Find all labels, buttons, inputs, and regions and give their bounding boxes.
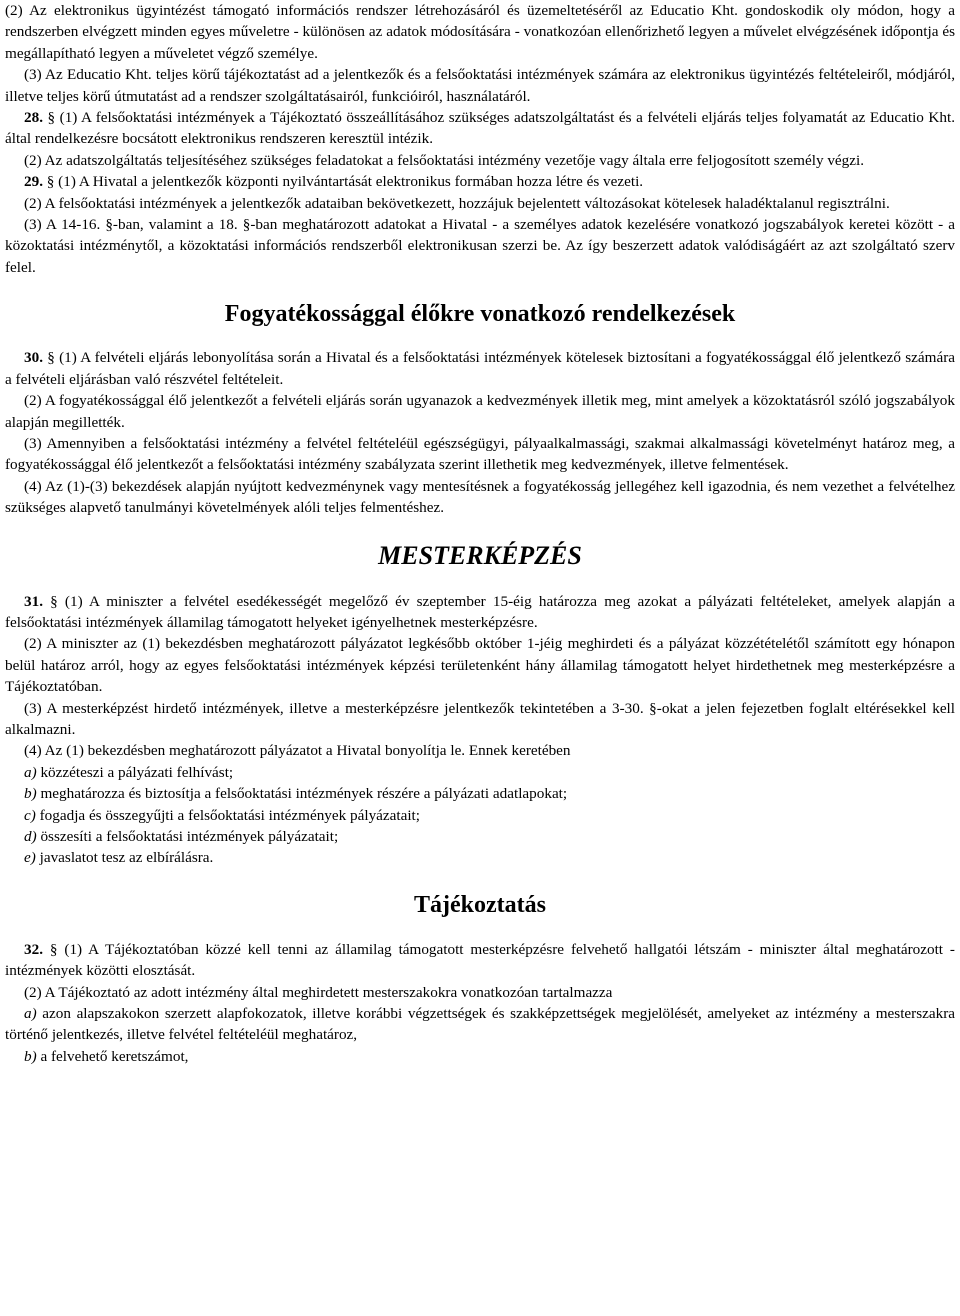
list-item-letter: b): [24, 1047, 37, 1065]
list-item-letter: a): [24, 1005, 37, 1023]
list-item-text: a felvehető keretszámot,: [36, 1047, 189, 1065]
section-29-1-text: § (1) A Hivatal a jelentkezők központi nyilvántartását elektronikus formában hozza létre és vezeti.: [42, 173, 644, 191]
section-29-3: (3) A 14-16. §-ban, valamint a 18. §-ban meghatározott adatokat a Hivatal - a személyes adatok kezelésére vonatkozó jogszabályok keretei között - a közoktatási intézménytől, a közoktatási információs rendszerből elektronikusan szerzi be. Az így beszerzett adatok valódiságáért az azt szolgáltató szerv felel.: [5, 216, 955, 276]
list-item: [5, 847, 955, 868]
section-31-3: (3) A mesterképzést hirdető intézmények, illetve a mesterképzésre jelentkezők tekintetében a 3-30. §-okat a jelen fejezetben foglalt eltérésekkel kell alkalmazni.: [5, 699, 955, 738]
section-31-number: 31.: [24, 592, 43, 610]
list-item-letter: e): [24, 849, 36, 867]
section-28-1-text: § (1) A felsőoktatási intézmények a Tájékoztató összeállításához szükséges adatszolgáltatást és a felvételi eljárás teljes folyamatát az Educatio Kht. által rendelkezésre bocsátott elektronikus rendszeren keresztül intézik.: [5, 109, 955, 148]
section-30-number: 30.: [24, 349, 43, 367]
section-29-1: [5, 171, 955, 192]
list-item-text: javaslatot tesz az elbírálásra.: [35, 849, 214, 867]
section-29-number: 29.: [24, 173, 43, 191]
list-item: [5, 762, 955, 783]
section-32-1-text: § (1) A Tájékoztatóban közzé kell tenni az államilag támogatott mesterképzésre felvehető hallgatói létszám - miniszter által meghatározott - intézmények közötti elosztását.: [5, 940, 955, 980]
list-item-letter: c): [24, 806, 36, 824]
section-30-4: (4) Az (1)-(3) bekezdések alapján nyújtott kedvezménynek vagy mentesítésnek a fogyatékosság jellegéhez kell igazodnia, és nem vezethet a felvételhez szükséges alapvető tanulmányi követelmények alóli teljes felmentéshez.: [5, 477, 955, 517]
list-item-text: meghatározza és biztosítja a felsőoktatási intézmények részére a pályázati adatlapokat;: [36, 785, 568, 803]
section-32-number: 32.: [24, 940, 43, 958]
section-31-4: (4) Az (1) bekezdésben meghatározott pályázatot a Hivatal bonyolítja le. Ennek keretében: [24, 742, 571, 760]
section-31-2: (2) A miniszter az (1) bekezdésben meghatározott pályázatot legkésőbb október 1-jéig meghirdeti és a pályázat közzétételétől számított egy hónapon belül határoz arról, hogy az egyes felsőoktatási intézmények képzési területenként hány államilag támogatott helyet hirdethetnek meg mesterképzésre a Tájékoztatóban.: [5, 635, 955, 696]
list-item-letter: b): [24, 785, 37, 803]
list-item: [5, 1046, 955, 1067]
section-30-1-text: § (1) A felvételi eljárás lebonyolítása során a Hivatal és a felsőoktatási intézmények kötelesek biztosítani a fogyatékossággal élő jelentkező számára a felvételi eljárásban való részvétel feltételeit.: [5, 349, 955, 388]
list-item: [5, 1003, 955, 1046]
paragraph-27-2: (2) Az elektronikus ügyintézést támogató információs rendszer létrehozásáról és üzemeltetéséről az Educatio Kht. gondoskodik oly módon, hogy a rendszerben elvégzett minden egyes műveletre - különösen az adatok módosítására - vonatkozóan ellenőrizhető legyen a művelet elvégzésének időpontja és megállapítható legyen a műveletet végző személye.: [5, 2, 955, 62]
section-31-1: [5, 591, 955, 634]
list-item-text: összesíti a felsőoktatási intézmények pályázatait;: [36, 828, 339, 845]
section-30-3: (3) Amennyiben a felsőoktatási intézmény a felvétel feltételéül egészségügyi, pályaalkalmassági, szakmai alkalmassági követelményt határoz meg, a fogyatékossággal élő jelentkezőt a felsőoktatási intézmény szabályzata szerint illethetik meg kedvezmények, illetve felmentések.: [5, 434, 955, 474]
list-item-text: közzéteszi a pályázati felhívást;: [36, 763, 234, 781]
section-32-1: [5, 939, 955, 982]
list-item-text: fogadja és összegyűjti a felsőoktatási intézmények pályázatait;: [35, 806, 421, 824]
section-31-1-text: § (1) A miniszter a felvétel esedékességét megelőző év szeptember 15-éig határozza meg azokat a pályázati feltételeket, amelyek alapján a felsőoktatási intézmények államilag támogatott helyeket igényelhetnek mesterképzésre.: [5, 592, 955, 631]
section-28-number: 28.: [24, 109, 43, 127]
section-30-1: [5, 347, 955, 390]
list-item-letter: a): [24, 763, 37, 781]
list-item: [5, 826, 955, 847]
section-32-2: (2) A Tájékoztató az adott intézmény által meghirdetett mesterszakokra vonatkozóan tartalmazza: [24, 983, 613, 1001]
section-29-2: (2) A felsőoktatási intézmények a jelentkezők adataiban bekövetkezett, hozzájuk bejelentett változásokat kötelesek haladéktalanul regisztrálni.: [24, 194, 890, 212]
list-item: [5, 783, 955, 804]
section-28-1: [5, 107, 955, 150]
list-item-text: azon alapszakokon szerzett alapfokozatok, illetve korábbi végzettségek és szakképzettségek megjelölését, amelyeket az intézmény a mesterszakra történő jelentkezés, illetve felvétel feltételéül meghatároz,: [5, 1005, 955, 1044]
list-item: [5, 805, 955, 826]
list-item-letter: d): [24, 828, 37, 845]
paragraph-27-3: (3) Az Educatio Kht. teljes körű tájékoztatást ad a jelentkezők és a felsőoktatási intézmények számára az elektronikus ügyintézés feltételeiről, módjáról, illetve teljes körű útmutatást ad a rendszer szolgáltatásairól, funkcióiról, használatáról.: [5, 66, 955, 105]
heading-master: MESTERKÉPZÉS: [378, 540, 582, 570]
section-28-2: (2) Az adatszolgáltatás teljesítéséhez szükséges feladatokat a felsőoktatási intézmény vezetője vagy általa erre feljogosított személy végzi.: [24, 151, 865, 169]
heading-disability: Fogyatékossággal élőkre vonatkozó rendelkezések: [224, 301, 736, 328]
section-30-2: (2) A fogyatékossággal élő jelentkezőt a felvételi eljárás során ugyanazok a kedvezmények illetik meg, mint amelyek a közoktatásról szóló jogszabályok alapján megillették.: [5, 392, 955, 431]
heading-information: Tájékoztatás: [414, 891, 546, 918]
